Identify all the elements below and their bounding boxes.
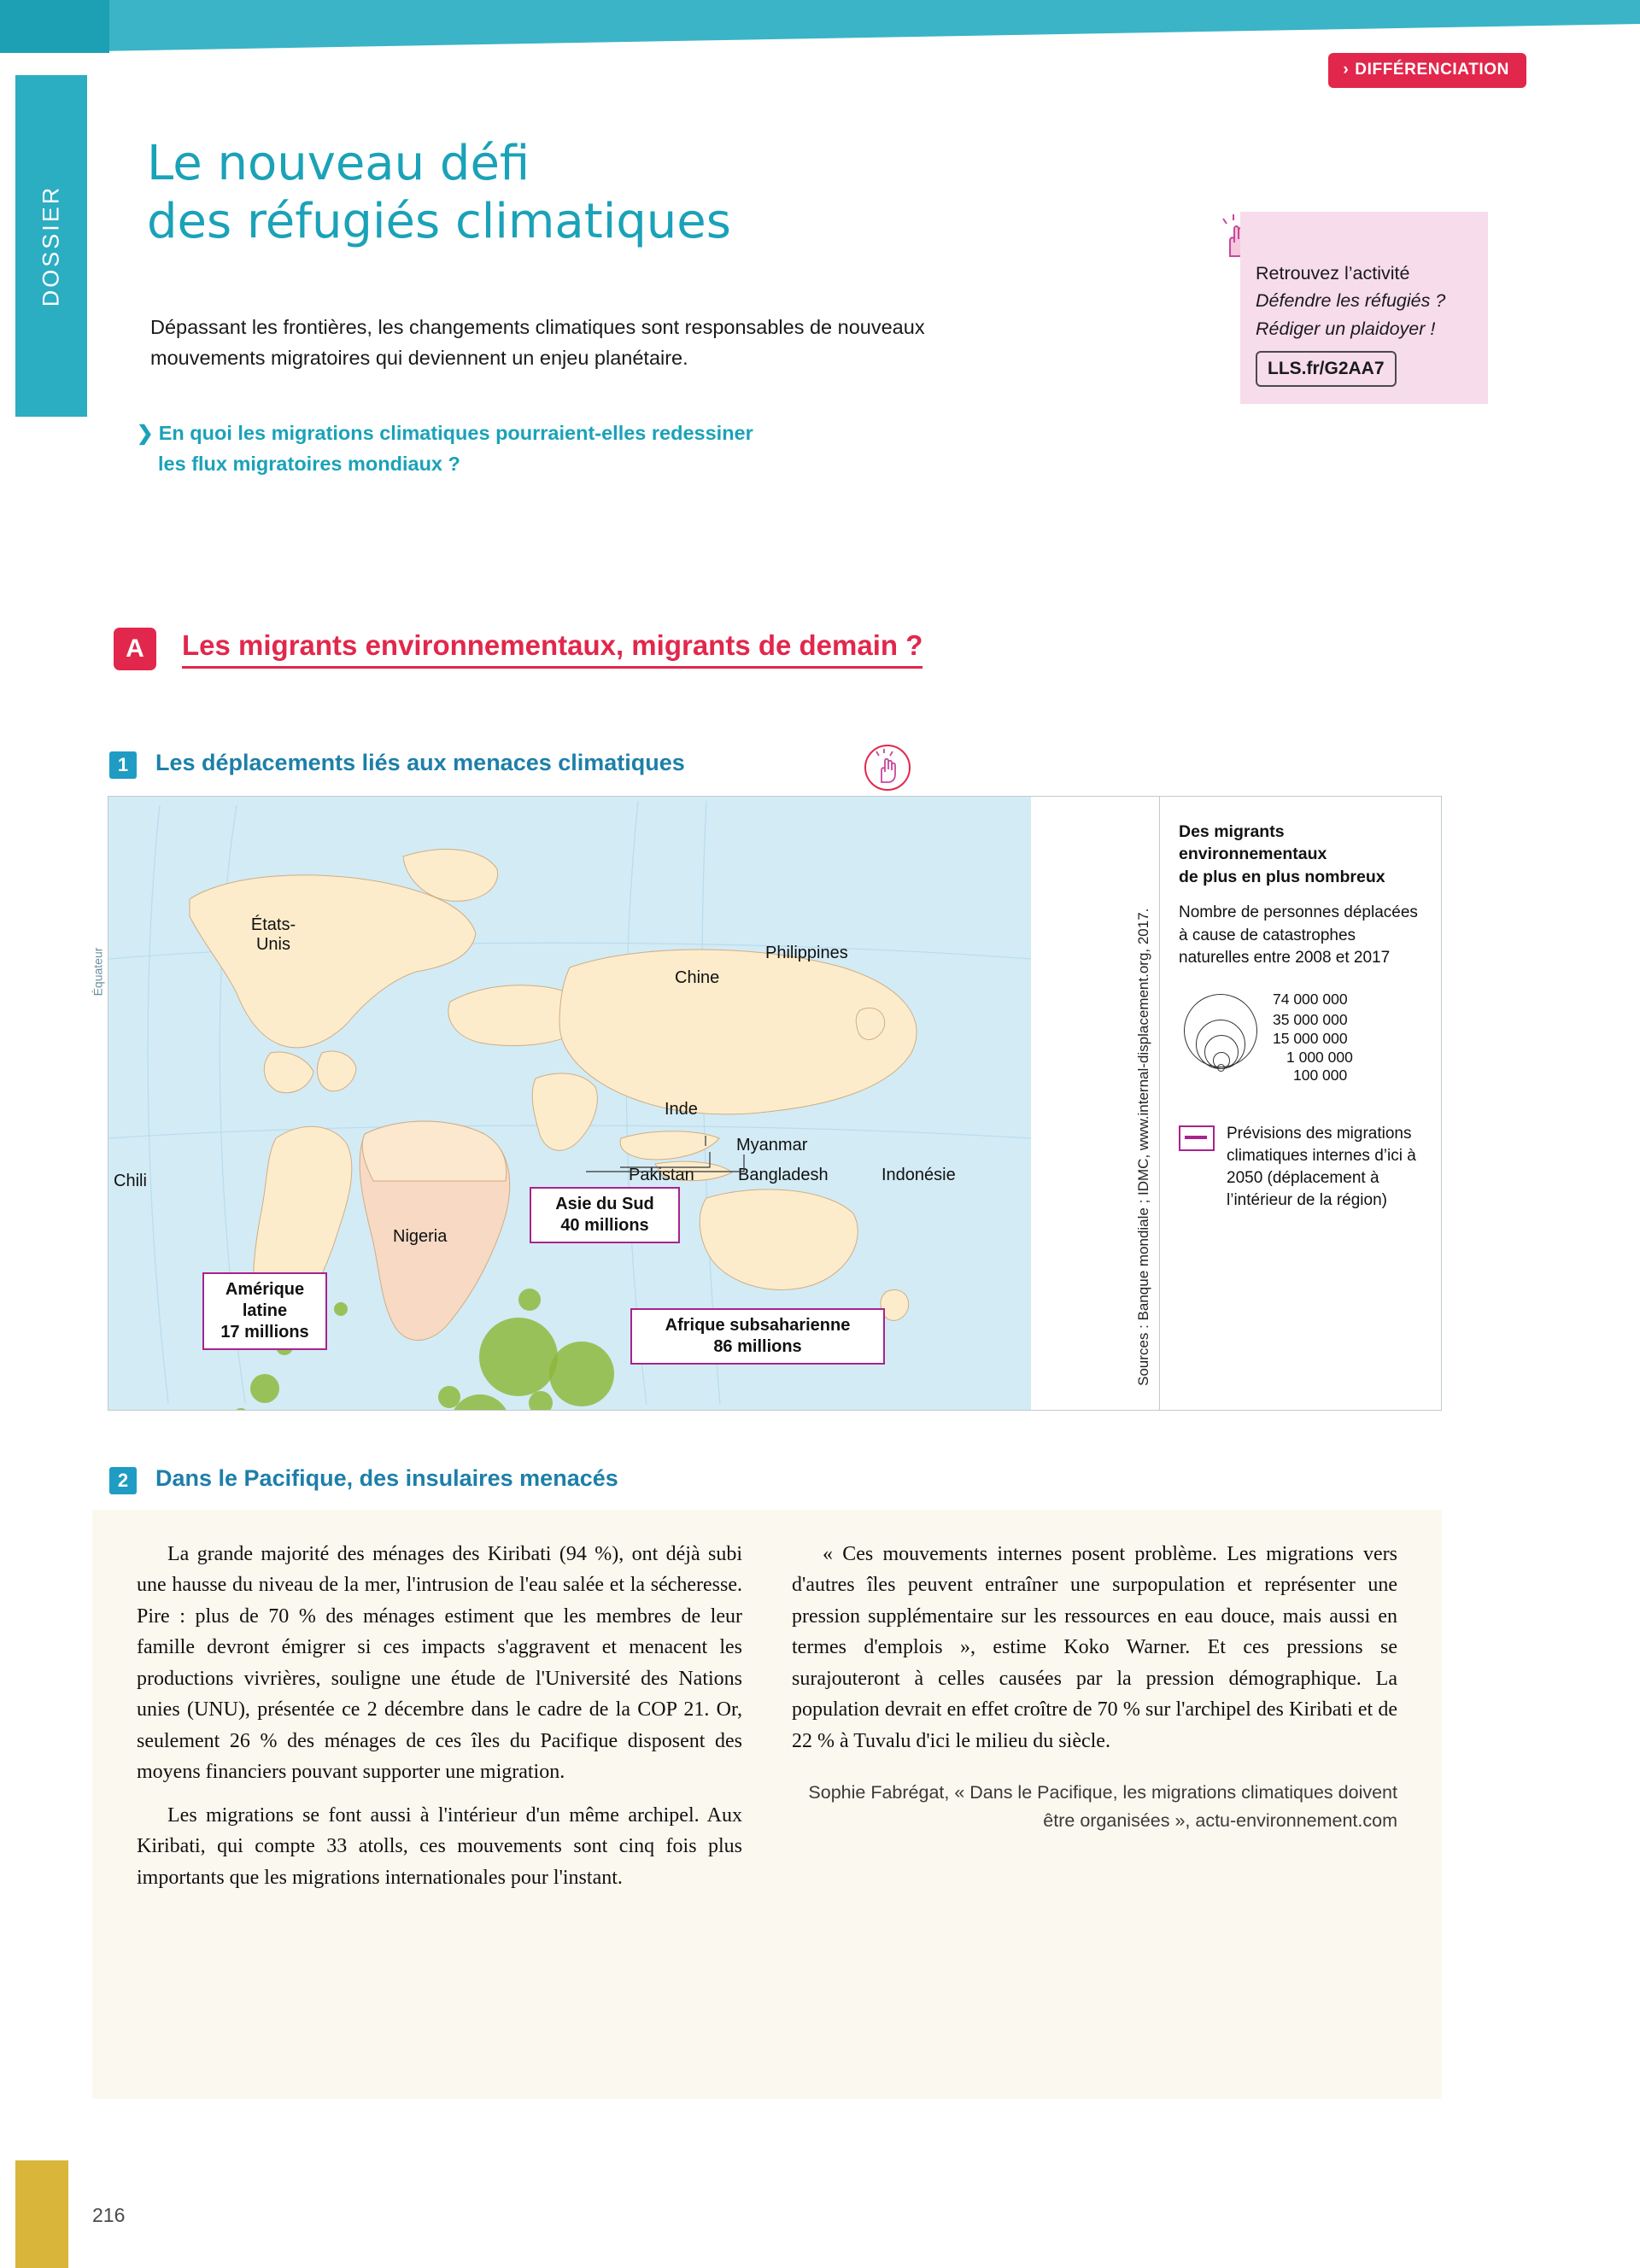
legend-circle-label-74m: 74 000 000: [1273, 990, 1348, 1008]
map-label-nigeria: Nigeria: [393, 1227, 448, 1246]
dossier-tab: [15, 75, 87, 417]
map-label-equateur: Équateur: [91, 947, 105, 997]
map-bubble-myanmar: [529, 1391, 553, 1410]
map-bubble-canada: [334, 1302, 348, 1316]
doc2-paragraph-3: « Ces mouvements internes posent problème. Les migrations vers d'autres îles peuvent entraîner une surpopulation et représenter une pression supplémentaire sur les ressources en eau douce, mais aussi en termes d'emplois », estime Koko Warner. Et ces pressions se surajouteront à celles causées par la pression démographique. La population devrait en effet croître de 70 % sur l'archipel des Kiribati et de 22 % à Tuvalu d'ici le milieu du siècle.: [792, 1543, 1397, 1752]
doc1-sources-text: Sources : Banque mondiale ; IDMC, www.internal-displacement.org, 2017.: [1135, 908, 1151, 1386]
numerique-text-italic: Défendre les réfugiés ? Rédiger un plaidoyer !: [1256, 290, 1446, 339]
hand-pointer-icon: [864, 745, 911, 791]
doc2-text-panel: [92, 1510, 1442, 2099]
page-title: [147, 135, 1001, 252]
legend-circle-label-100k: 100 000: [1293, 1066, 1348, 1084]
legend-subtitle: Nombre de personnes déplacées à cause de catastrophes naturelles entre 2008 et 2017: [1179, 903, 1418, 967]
map-label-philippines: Philippines: [765, 944, 848, 962]
doc2-column-right: [792, 1539, 1397, 2073]
map-bubble-etats-unis: [250, 1374, 279, 1403]
top-decorative-band: [0, 0, 1640, 53]
legend-prevision-text: Prévisions des migrations climatiques internes d’ici à 2050 (déplacement à l’intérieur de la région): [1227, 1124, 1416, 1210]
differenciation-label: DIFFÉRENCIATION: [1355, 61, 1509, 79]
dossier-label: DOSSIER: [38, 184, 64, 307]
legend-circle-100k: [1217, 1064, 1225, 1072]
section-a-title: Les migrants environnementaux, migrants de demain ?: [182, 629, 922, 669]
map-bubble-russia: [518, 1289, 541, 1311]
doc2-paragraph-1: La grande majorité des ménages des Kiribati (94 %), ont déjà subi une hausse du niveau de la mer, l'intrusion de l'eau salée et la sécheresse. Pire : plus de 70 % des ménages estiment que les membres de leur famille devront émigrer si ces impacts s'aggravent et menacent les productions vivrières, souligne une étude de l'Université des Nations unies (UNU), présentée ce 2 décembre dans le cadre de la COP 21. Or, seulement 26 % des ménages de ces îles du Pacifique disposent des moyens financiers pouvant supporter une migration.: [137, 1543, 742, 1784]
forecast-box-afrique: [630, 1308, 885, 1365]
forecast-box-asie-du-sud: [530, 1187, 680, 1243]
doc2-paragraph-2: Les migrations se font aussi à l'intérieur d'un même archipel. Aux Kiribati, qui compte 33 atolls, ces mouvements sont cinq fois plus importants que les migrations internationales pour l'instant.: [137, 1803, 742, 1889]
numerique-body: [1256, 260, 1473, 387]
forecast-box-amerique-latine: [202, 1272, 327, 1350]
map-label-indonesie: Indonésie: [882, 1166, 956, 1184]
legend-circle-scale: [1179, 990, 1427, 1101]
top-band-accent: [0, 0, 109, 53]
intro-paragraph: Dépassant les frontières, les changements climatiques sont responsables de nouveaux mouvements migratoires qui deviennent un enjeu planétaire.: [150, 316, 925, 369]
chevron-right-icon: ❯: [137, 422, 154, 444]
map-legend: [1159, 797, 1443, 1410]
differenciation-badge[interactable]: [1328, 53, 1526, 88]
map-label-pakistan: Pakistan: [629, 1166, 694, 1184]
doc2-title: Dans le Pacifique, des insulaires menacés: [155, 1465, 618, 1491]
map-label-chili: Chili: [114, 1172, 147, 1190]
doc2-column-left: [137, 1539, 742, 2073]
prevision-swatch-icon: [1179, 1125, 1215, 1151]
footer-accent-bar: [15, 2160, 68, 2268]
legend-title: [1179, 821, 1427, 888]
legend-circle-label-15m: 15 000 000: [1273, 1029, 1348, 1047]
forecast-region-amerique: Amérique latine: [225, 1280, 305, 1320]
numerique-box: [1240, 212, 1488, 404]
guiding-question-line1: En quoi les migrations climatiques pourraient-elles redessiner: [158, 422, 753, 444]
map-label-bangladesh: Bangladesh: [738, 1166, 829, 1184]
map-label-etats-unis: États- Unis: [250, 915, 296, 954]
lls-code-badge[interactable]: LLS.fr/G2AA7: [1256, 351, 1397, 388]
page-title-line2: des réfugiés climatiques: [147, 194, 731, 250]
forecast-region-asie: Asie du Sud: [555, 1195, 654, 1213]
map-bubble-philippines: [549, 1342, 614, 1406]
page-title-line1: Le nouveau défi: [147, 136, 530, 191]
doc1-number: 1: [109, 751, 137, 779]
legend-title-line2: de plus en plus nombreux: [1179, 867, 1385, 886]
map-label-chine: Chine: [675, 968, 720, 987]
section-a-badge: A: [114, 628, 156, 670]
map-label-inde: Inde: [665, 1100, 698, 1119]
map-label-myanmar: Myanmar: [736, 1136, 808, 1154]
doc1-title: Les déplacements liés aux menaces climatiques: [155, 750, 685, 775]
guiding-question: [137, 418, 1025, 479]
forecast-region-afrique: Afrique subsaharienne: [665, 1316, 851, 1335]
guiding-question-line2: les flux migratoires mondiaux ?: [158, 452, 460, 475]
forecast-value-amerique: 17 millions: [220, 1323, 309, 1342]
doc1-sources: [1125, 805, 1151, 1403]
forecast-value-afrique: 86 millions: [713, 1337, 802, 1356]
map-bubble-chine: [479, 1318, 558, 1396]
page-number: 216: [92, 2204, 126, 2226]
map-bubble-pakistan: [438, 1386, 460, 1408]
doc2-source: Sophie Fabrégat, « Dans le Pacifique, les migrations climatiques doivent être organisées », actu-environnement.com: [808, 1782, 1397, 1831]
forecast-value-asie: 40 millions: [560, 1216, 649, 1235]
legend-title-line1: Des migrants environnementaux: [1179, 822, 1327, 864]
chevron-right-icon: ›: [1343, 61, 1350, 79]
legend-circle-label-1m: 1 000 000: [1286, 1048, 1353, 1066]
legend-circle-label-35m: 35 000 000: [1273, 1010, 1348, 1028]
doc2-number: 2: [109, 1467, 137, 1494]
legend-prevision: [1179, 1123, 1427, 1213]
numerique-text-pre: Retrouvez l’activité: [1256, 263, 1410, 284]
